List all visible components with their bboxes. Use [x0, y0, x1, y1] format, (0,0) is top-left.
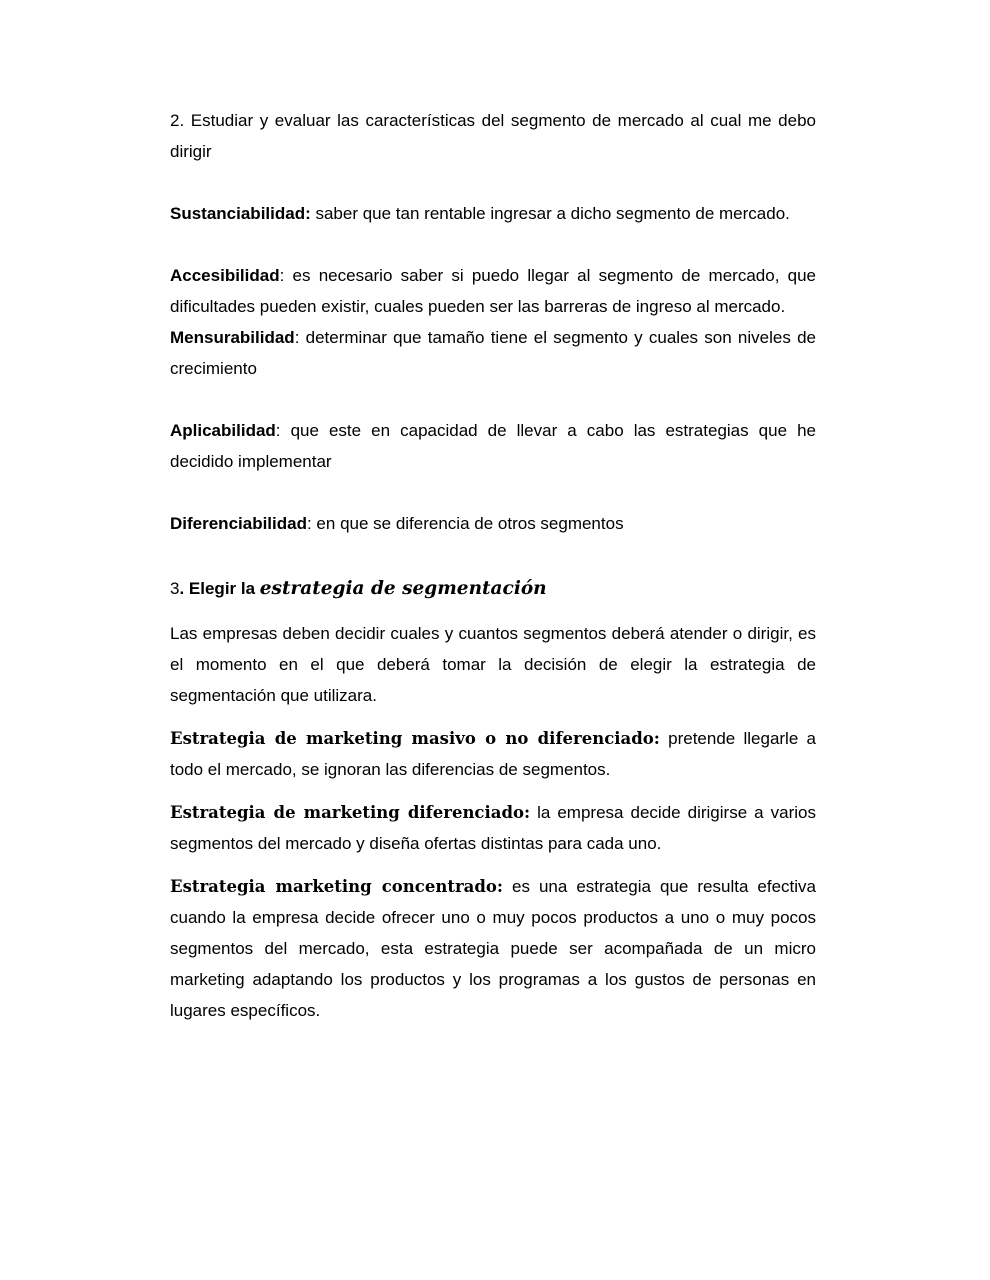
criterion-term: Accesibilidad [170, 266, 280, 285]
step-3-label: . Elegir la [179, 579, 260, 598]
strategy-masivo [170, 723, 816, 785]
strategy-text: pretende llegarle a todo el mercado, se ignoran las diferencias de segmentos. [170, 729, 816, 779]
step-3-emphasis: estrategia de segmentación [259, 578, 547, 599]
strategy-term: Estrategia de marketing masivo o no diferenciado: [170, 729, 660, 748]
criterion-text: : que este en capacidad de llevar a cabo las estrategias que he decidido implementar [170, 421, 816, 471]
criterion-text: saber que tan rentable ingresar a dicho segmento de mercado. [310, 204, 790, 223]
strategy-term: Estrategia de marketing diferenciado: [170, 803, 531, 822]
step-3-number: 3 [170, 579, 180, 598]
strategy-text: la empresa decide dirigirse a varios segmentos del mercado y diseña ofertas distintas para cada uno. [170, 803, 816, 853]
criterion-term: Mensurabilidad [170, 328, 295, 347]
criterion-mensurabilidad [170, 322, 816, 384]
criterion-text: : determinar que tamaño tiene el segmento y cuales son niveles de crecimiento [170, 328, 816, 378]
document-page [170, 105, 816, 1026]
strategy-concentrado [170, 871, 816, 1026]
intro-paragraph: Las empresas deben decidir cuales y cuantos segmentos deberá atender o dirigir, es el momento en el que deberá tomar la decisión de elegir la estrategia de segmentación que utilizara. [170, 624, 816, 705]
step-3-heading [170, 572, 816, 606]
criterion-sustanciabilidad [170, 198, 816, 229]
criterion-term: Sustanciabilidad: [170, 204, 311, 223]
criterion-text: : es necesario saber si puedo llegar al segmento de mercado, que dificultades pueden existir, cuales pueden ser las barreras de ingreso al mercado. [170, 266, 816, 316]
criterion-diferenciabilidad [170, 508, 816, 539]
strategy-term: Estrategia marketing concentrado: [170, 877, 503, 896]
criterion-accesibilidad [170, 260, 816, 322]
strategy-text: es una estrategia que resulta efectiva cuando la empresa decide ofrecer uno o muy pocos productos a uno o muy pocos segmentos del mercado, esta estrategia puede ser acompañada de un micro marketing adaptando los productos y los programas a los gustos de personas en lugares específicos. [170, 877, 816, 1020]
strategy-diferenciado [170, 797, 816, 859]
criterion-term: Diferenciabilidad [170, 514, 307, 533]
criterion-term: Aplicabilidad [170, 421, 276, 440]
step-2-paragraph: 2. Estudiar y evaluar las características del segmento de mercado al cual me debo dirigir [170, 111, 816, 161]
criterion-aplicabilidad [170, 415, 816, 477]
criterion-text: : en que se diferencia de otros segmentos [306, 514, 624, 533]
